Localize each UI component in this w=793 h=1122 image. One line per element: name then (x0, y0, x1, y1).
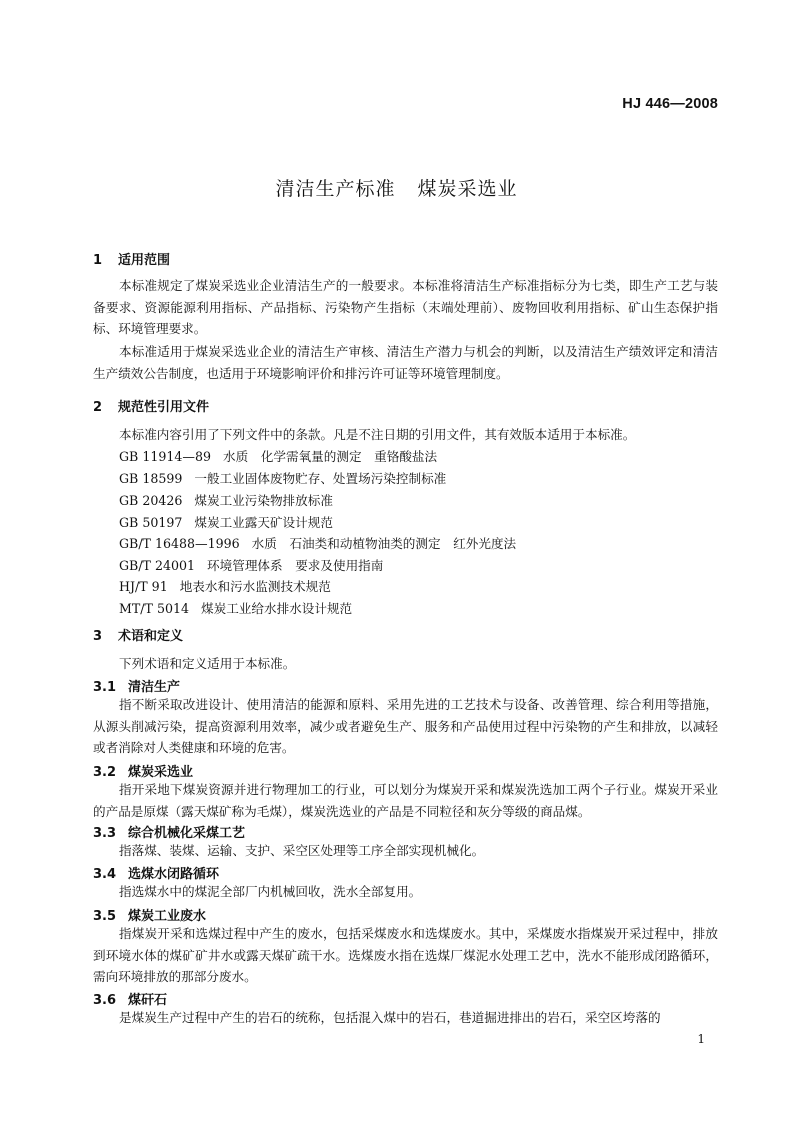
section-heading-text: 适用范围 (118, 253, 171, 268)
standard-number: HJ 446—2008 (622, 96, 718, 112)
reference-item (119, 468, 446, 487)
term-name: 煤炭采选业 (128, 765, 194, 780)
title-part-2: 煤炭采选业 (417, 178, 518, 200)
term-number: 3.4 (93, 867, 117, 882)
title-part-1: 清洁生产标准 (275, 178, 396, 200)
term-number: 3.5 (93, 909, 117, 924)
term-definition: 指开采地下煤炭资源并进行物理加工的行业，可以划分为煤炭开采和煤炭洗选加工两个子行业。煤炭开采业的产品是原煤（露天煤矿称为毛煤），煤炭洗选业的产品是不同粒径和灰分等级的商品煤。 (93, 782, 718, 819)
section-1-paragraph-1: 本标准规定了煤炭采选业企业清洁生产的一般要求。本标准将清洁生产标准指标分为七类，即生产工艺与装备要求、资源能源利用指标、产品指标、污染物产生指标（末端处理前）、废物回收利用指标、矿山生态保护指标、环境管理要求。 (93, 278, 718, 336)
section-3-intro: 下列术语和定义适用于本标准。 (119, 656, 296, 671)
reference-code: MT/T 5014 (119, 601, 189, 616)
reference-name: 煤炭工业露天矿设计规范 (194, 515, 333, 530)
section-number: 2 (93, 400, 103, 415)
page-number: 1 (697, 1032, 705, 1046)
reference-name: 煤炭工业给水排水设计规范 (201, 601, 353, 616)
term-heading (93, 905, 206, 924)
reference-item (119, 446, 437, 465)
reference-item (119, 576, 331, 595)
section-number: 1 (93, 253, 103, 268)
term-name: 煤矸石 (128, 993, 168, 1008)
reference-name: 煤炭工业污染物排放标准 (194, 493, 333, 508)
term-definition: 是煤炭生产过程中产生的岩石的统称，包括混入煤中的岩石，巷道掘进排出的岩石，采空区垮落的 (119, 1010, 661, 1025)
page-title (0, 174, 793, 201)
reference-item (119, 533, 516, 552)
term-number: 3.3 (93, 826, 117, 841)
reference-name: 地表水和污水监测技术规范 (179, 579, 331, 594)
term-heading (93, 989, 167, 1008)
term-name: 煤炭工业废水 (128, 909, 207, 924)
section-2-intro: 本标准内容引用了下列文件中的条款。凡是不注日期的引用文件，其有效版本适用于本标准。 (119, 427, 636, 442)
reference-item (119, 512, 333, 531)
section-heading-text: 规范性引用文件 (118, 400, 210, 415)
section-1-paragraph-2: 本标准适用于煤炭采选业企业的清洁生产审核、清洁生产潜力与机会的判断，以及清洁生产绩效评定和清洁生产绩效公告制度，也适用于环境影响评价和排污许可证等环境管理制度。 (93, 344, 718, 381)
section-2-heading (93, 396, 209, 415)
section-1-heading (93, 249, 170, 268)
reference-code: GB 50197 (119, 515, 183, 530)
term-heading (93, 822, 245, 841)
reference-name: 一般工业固体废物贮存、处置场污染控制标准 (194, 471, 447, 486)
term-definition: 指落煤、装煤、运输、支护、采空区处理等工序全部实现机械化。 (119, 843, 485, 858)
term-definition: 指选煤水中的煤泥全部厂内机械回收，洗水全部复用。 (119, 884, 422, 899)
reference-code: GB 18599 (119, 471, 183, 486)
term-heading (93, 761, 193, 780)
term-number: 3.6 (93, 993, 117, 1008)
term-name: 清洁生产 (128, 680, 181, 695)
section-3-heading (93, 625, 183, 644)
reference-item (119, 598, 352, 617)
reference-code: GB 11914—89 (119, 449, 211, 464)
reference-code: GB/T 24001 (119, 558, 196, 573)
term-definition: 指煤炭开采和选煤过程中产生的废水，包括采煤废水和选煤废水。其中，采煤废水指煤炭开采过程中，排放到环境水体的煤矿矿井水或露天煤矿疏干水。选煤废水指在选煤厂煤泥水处理工艺中，洗水不能形成闭路循环，需向环境排放的那部分废水。 (93, 926, 718, 984)
reference-item (119, 555, 383, 574)
reference-name: 水质 石油类和动植物油类的测定 红外光度法 (251, 536, 517, 551)
term-number: 3.1 (93, 680, 117, 695)
reference-code: HJ/T 91 (119, 579, 168, 594)
reference-item (119, 490, 333, 509)
term-heading (93, 863, 219, 882)
term-definition: 指不断采取改进设计、使用清洁的能源和原料、采用先进的工艺技术与设备、改善管理、综合利用等措施，从源头削减污染，提高资源利用效率，减少或者避免生产、服务和产品使用过程中污染物的产生和排放，以减轻或者消除对人类健康和环境的危害。 (93, 697, 718, 755)
term-name: 综合机械化采煤工艺 (128, 826, 246, 841)
reference-code: GB 20426 (119, 493, 183, 508)
reference-name: 水质 化学需氧量的测定 重铬酸盐法 (223, 449, 438, 464)
reference-name: 环境管理体系 要求及使用指南 (207, 558, 384, 573)
reference-code: GB/T 16488—1996 (119, 536, 240, 551)
term-number: 3.2 (93, 765, 117, 780)
term-name: 选煤水闭路循环 (128, 867, 220, 882)
term-heading (93, 676, 180, 695)
section-heading-text: 术语和定义 (118, 629, 184, 644)
section-number: 3 (93, 629, 103, 644)
